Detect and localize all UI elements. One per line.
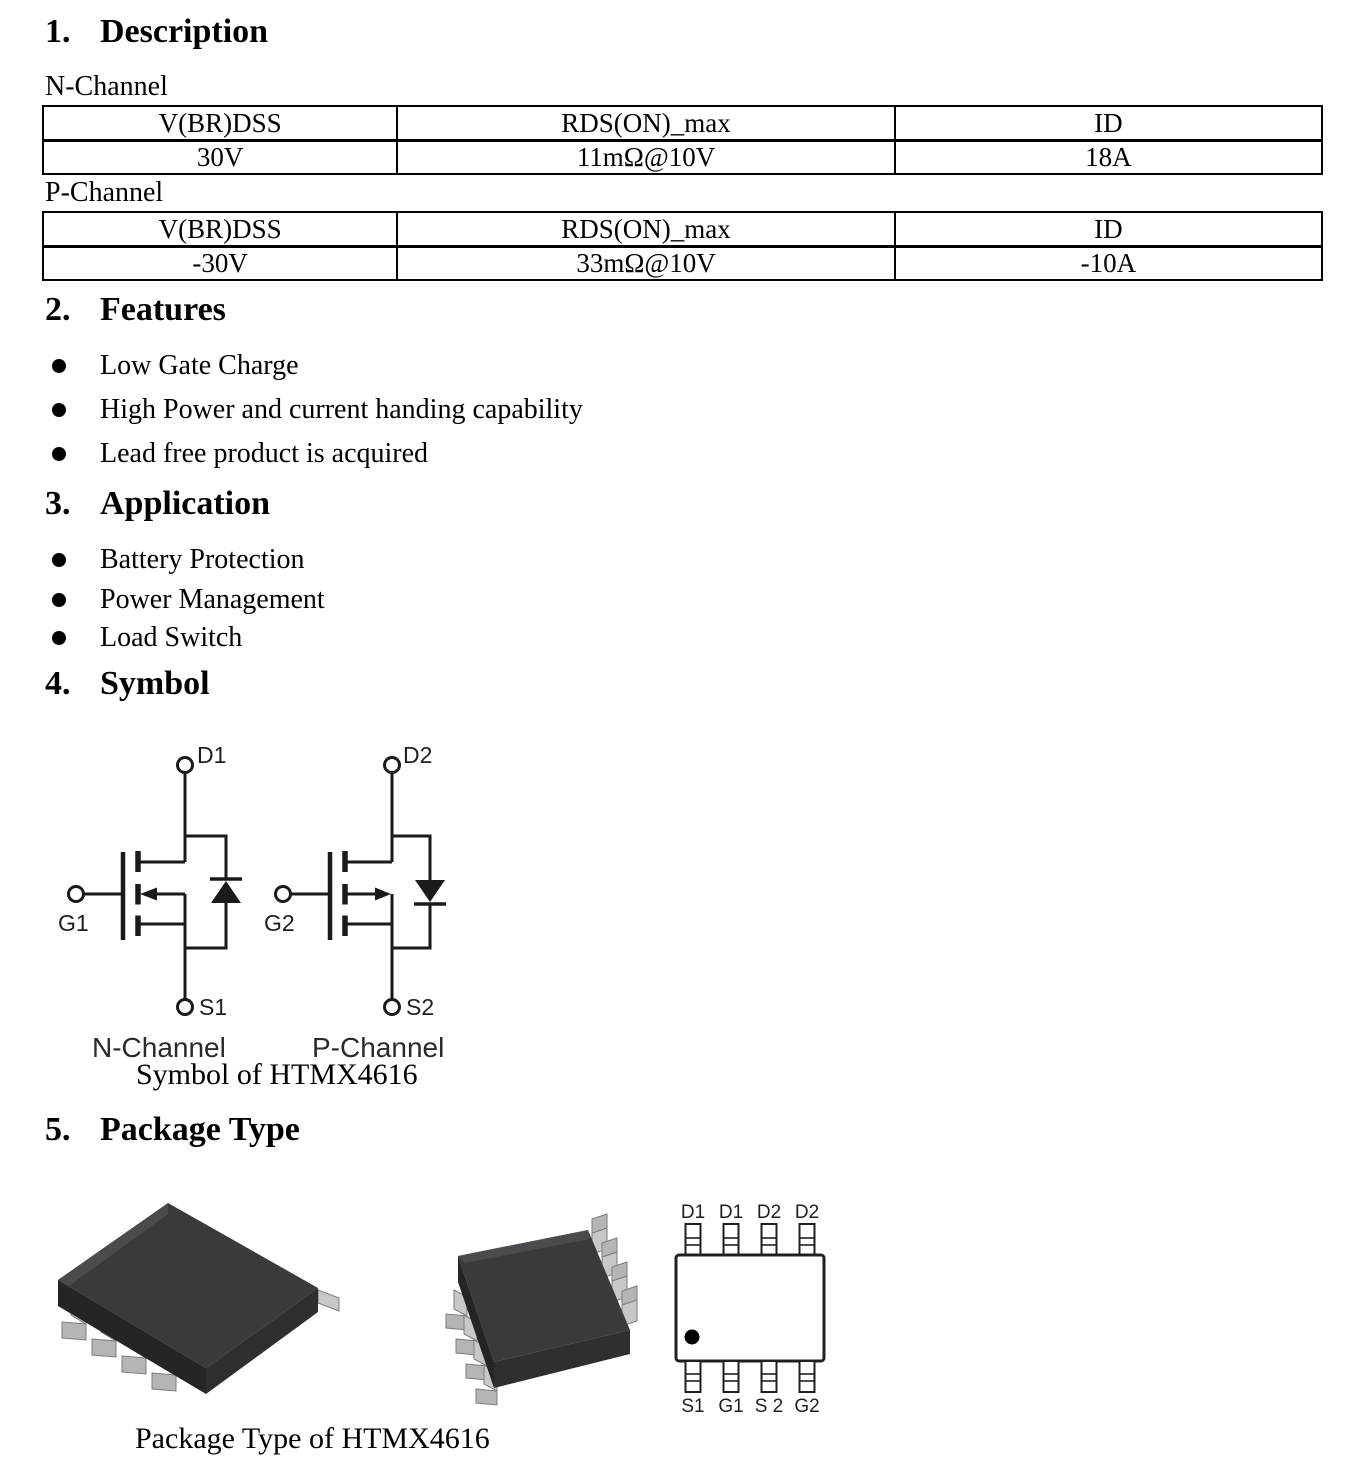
bullet-icon [52,447,66,461]
section-title: Description [100,13,269,50]
section-number: 1. [45,13,71,50]
header-rdson: RDS(ON)_max [397,212,895,246]
feature-text: Lead free product is acquired [100,437,429,469]
section-title: Symbol [100,665,210,702]
bullet-icon [52,631,66,645]
feature-item [45,394,583,426]
feature-item [45,350,299,382]
header-id: ID [895,106,1322,140]
pin-bottom-3 [762,1361,777,1392]
header-vbrdss: V(BR)DSS [43,212,397,246]
symbol-n-channel-label: N-Channel [92,1032,226,1063]
drain-label: D1 [197,743,227,768]
source-label: S2 [406,994,435,1020]
pin-label-top-4: D2 [794,1202,820,1223]
package-caption: Package Type of HTMX4616 [135,1422,490,1455]
pin-label-bottom-1: S1 [681,1396,705,1417]
section-heading-symbol [45,664,210,703]
application-item [45,544,305,576]
bullet-icon [52,359,66,373]
section-title: Package Type [100,1111,300,1148]
table-header-row [43,212,1322,246]
gate-label: G2 [264,910,295,936]
feature-item [45,438,428,470]
mosfet-n-symbol [58,743,242,1020]
package-body [676,1255,824,1361]
body-diode [211,881,241,903]
cell-id: 18A [895,140,1322,174]
cell-rdson: 33mΩ@10V [397,246,895,280]
gate-terminal [276,887,291,902]
header-id: ID [895,212,1322,246]
pin-bottom-4 [800,1361,815,1392]
n-channel-arrow [140,888,157,901]
application-text: Battery Protection [100,543,305,575]
header-rdson: RDS(ON)_max [397,106,895,140]
mosfet-symbol-diagram [50,743,470,1043]
cell-vbrdss: -30V [43,246,397,280]
bullet-icon [52,403,66,417]
pin-label-top-2: D1 [718,1202,744,1223]
section-heading-features [45,290,226,329]
body-diode [415,880,445,902]
section-number: 5. [45,1111,71,1148]
application-item [45,622,242,654]
pin-label-bottom-3: S 2 [754,1396,784,1417]
pin1-marker-dot [685,1330,700,1345]
n-channel-spec-table [42,105,1323,175]
gate-label: G1 [58,910,89,936]
pin-label-bottom-2: G1 [718,1396,744,1417]
table-row [43,246,1322,280]
so8-chip-render [446,1214,637,1405]
pin-top-2 [724,1224,739,1255]
so8-chip-render [58,1203,339,1394]
drain-terminal [385,758,400,773]
package-photo-right [390,1212,640,1444]
pin-label-bottom-4: G2 [794,1396,820,1417]
section-number: 4. [45,665,71,702]
body-diode-branch [392,836,430,880]
drain-label: D2 [403,743,433,768]
bullet-icon [52,553,66,567]
body-diode-branch [185,836,226,879]
section-heading-description [45,12,268,51]
section-title: Features [100,291,226,328]
table-row [43,140,1322,174]
source-label: S1 [199,994,228,1020]
application-text: Power Management [100,583,325,615]
n-channel-table-label: N-Channel [45,71,168,102]
source-terminal [178,1000,193,1015]
drain-terminal [178,758,193,773]
section-number: 3. [45,485,71,522]
header-vbrdss: V(BR)DSS [43,106,397,140]
pin-top-1 [686,1224,701,1255]
pin-top-3 [762,1224,777,1255]
gate-terminal [69,887,84,902]
application-text: Load Switch [100,621,243,653]
bullet-icon [52,593,66,607]
p-channel-spec-table [42,211,1323,281]
cell-rdson: 11mΩ@10V [397,140,895,174]
package-photo-left [43,1198,343,1410]
application-item [45,584,325,616]
section-number: 2. [45,291,71,328]
mosfet-p-symbol [264,743,446,1020]
section-heading-package [45,1110,300,1149]
pin-label-top-1: D1 [680,1202,706,1223]
p-channel-arrow [375,888,391,901]
pin-top-4 [800,1224,815,1255]
cell-vbrdss: 30V [43,140,397,174]
section-heading-application [45,484,270,523]
pin-bottom-1 [686,1361,701,1392]
pin-bottom-2 [724,1361,739,1392]
source-terminal [385,1000,400,1015]
pin-label-top-3: D2 [756,1202,782,1223]
symbol-caption: Symbol of HTMX4616 [136,1058,418,1091]
feature-text: High Power and current handing capability [100,393,583,425]
section-title: Application [100,485,271,522]
cell-id: -10A [895,246,1322,280]
symbol-p-channel-label: P-Channel [312,1032,445,1063]
p-channel-table-label: P-Channel [45,177,164,208]
feature-text: Low Gate Charge [100,349,299,381]
table-header-row [43,106,1322,140]
pinout-diagram [668,1198,838,1420]
